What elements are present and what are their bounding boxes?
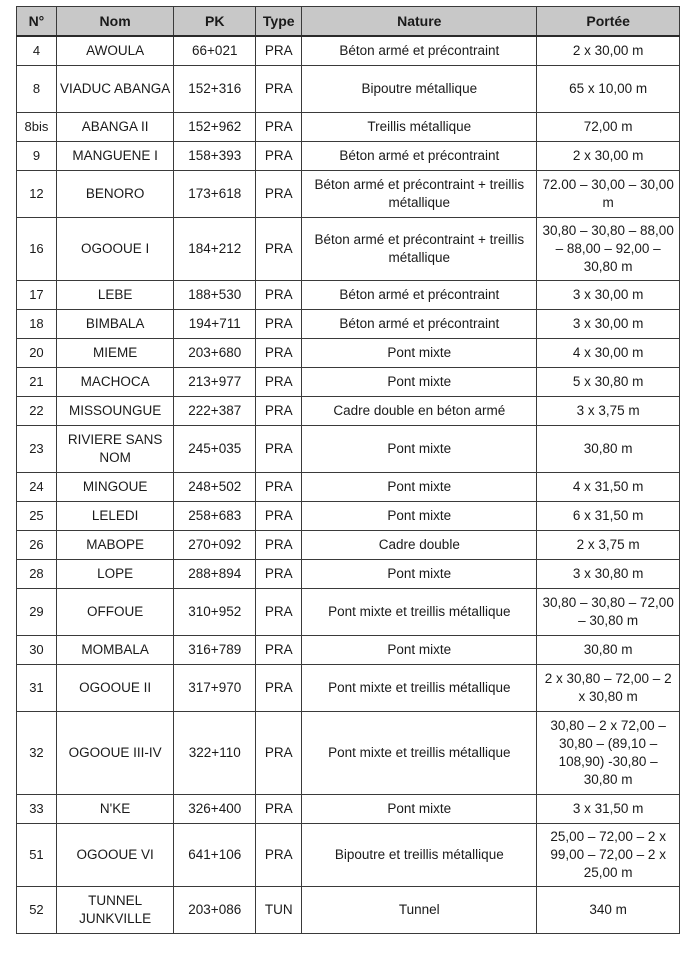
cell-nature: Béton armé et précontraint [302, 281, 537, 310]
cell-num: 52 [17, 887, 57, 934]
bridges-table [16, 6, 680, 934]
cell-pk: 188+530 [174, 281, 256, 310]
cell-pk: 322+110 [174, 712, 256, 795]
cell-type: PRA [256, 795, 302, 824]
cell-portee: 3 x 30,00 m [537, 310, 680, 339]
cell-type: PRA [256, 712, 302, 795]
cell-nature: Pont mixte [302, 795, 537, 824]
cell-type: PRA [256, 665, 302, 712]
cell-num: 8 [17, 66, 57, 113]
header-portee: Portée [537, 7, 680, 37]
table-row [17, 795, 680, 824]
table-row [17, 310, 680, 339]
table-row [17, 473, 680, 502]
cell-nature: Pont mixte [302, 636, 537, 665]
cell-type: PRA [256, 368, 302, 397]
cell-nom: OGOOUE II [56, 665, 173, 712]
table-row [17, 368, 680, 397]
cell-type: PRA [256, 502, 302, 531]
cell-pk: 245+035 [174, 426, 256, 473]
cell-portee: 30,80 – 30,80 – 88,00 – 88,00 – 92,00 – 30,80 m [537, 218, 680, 281]
cell-num: 32 [17, 712, 57, 795]
cell-num: 33 [17, 795, 57, 824]
table-row [17, 560, 680, 589]
table-row [17, 66, 680, 113]
cell-num: 12 [17, 171, 57, 218]
cell-portee: 3 x 30,80 m [537, 560, 680, 589]
header-pk: PK [174, 7, 256, 37]
table-row [17, 589, 680, 636]
cell-nature: Pont mixte et treillis métallique [302, 712, 537, 795]
cell-portee: 2 x 30,00 m [537, 36, 680, 66]
cell-pk: 317+970 [174, 665, 256, 712]
cell-nom: OGOOUE VI [56, 824, 173, 887]
cell-type: PRA [256, 113, 302, 142]
table-row [17, 397, 680, 426]
cell-nom: BIMBALA [56, 310, 173, 339]
cell-nature: Cadre double en béton armé [302, 397, 537, 426]
cell-nature: Pont mixte et treillis métallique [302, 665, 537, 712]
cell-num: 51 [17, 824, 57, 887]
cell-nom: LOPE [56, 560, 173, 589]
cell-nature: Treillis métallique [302, 113, 537, 142]
cell-portee: 4 x 31,50 m [537, 473, 680, 502]
cell-type: PRA [256, 824, 302, 887]
cell-portee: 30,80 m [537, 426, 680, 473]
table-row [17, 171, 680, 218]
cell-num: 31 [17, 665, 57, 712]
cell-nature: Bipoutre métallique [302, 66, 537, 113]
cell-nom: OGOOUE I [56, 218, 173, 281]
cell-portee: 65 x 10,00 m [537, 66, 680, 113]
cell-num: 4 [17, 36, 57, 66]
cell-nom: MOMBALA [56, 636, 173, 665]
cell-pk: 288+894 [174, 560, 256, 589]
cell-nom: OFFOUE [56, 589, 173, 636]
cell-portee: 6 x 31,50 m [537, 502, 680, 531]
header-row [17, 7, 680, 37]
cell-type: PRA [256, 281, 302, 310]
table-row [17, 339, 680, 368]
cell-portee: 2 x 30,80 – 72,00 – 2 x 30,80 m [537, 665, 680, 712]
cell-nature: Béton armé et précontraint [302, 310, 537, 339]
table-row [17, 426, 680, 473]
cell-nom: LELEDI [56, 502, 173, 531]
cell-type: PRA [256, 171, 302, 218]
cell-type: PRA [256, 66, 302, 113]
cell-portee: 5 x 30,80 m [537, 368, 680, 397]
cell-pk: 158+393 [174, 142, 256, 171]
header-type: Type [256, 7, 302, 37]
cell-nom: LEBE [56, 281, 173, 310]
cell-num: 23 [17, 426, 57, 473]
cell-num: 17 [17, 281, 57, 310]
cell-nom: TUNNEL JUNKVILLE [56, 887, 173, 934]
cell-nature: Pont mixte et treillis métallique [302, 589, 537, 636]
cell-num: 30 [17, 636, 57, 665]
cell-nom: MIEME [56, 339, 173, 368]
table-row [17, 636, 680, 665]
cell-nature: Béton armé et précontraint [302, 36, 537, 66]
cell-num: 26 [17, 531, 57, 560]
cell-type: PRA [256, 36, 302, 66]
cell-nature: Pont mixte [302, 560, 537, 589]
cell-nom: MISSOUNGUE [56, 397, 173, 426]
cell-pk: 152+316 [174, 66, 256, 113]
cell-nom: MINGOUE [56, 473, 173, 502]
cell-type: PRA [256, 473, 302, 502]
header-num: N° [17, 7, 57, 37]
cell-portee: 25,00 – 72,00 – 2 x 99,00 – 72,00 – 2 x 25,00 m [537, 824, 680, 887]
cell-nom: BENORO [56, 171, 173, 218]
cell-num: 25 [17, 502, 57, 531]
header-nom: Nom [56, 7, 173, 37]
table-row [17, 113, 680, 142]
table-row [17, 887, 680, 934]
cell-num: 22 [17, 397, 57, 426]
cell-portee: 2 x 3,75 m [537, 531, 680, 560]
cell-nom: AWOULA [56, 36, 173, 66]
table-row [17, 502, 680, 531]
cell-portee: 72.00 – 30,00 – 30,00 m [537, 171, 680, 218]
cell-nature: Bipoutre et treillis métallique [302, 824, 537, 887]
cell-pk: 326+400 [174, 795, 256, 824]
cell-num: 16 [17, 218, 57, 281]
cell-num: 21 [17, 368, 57, 397]
cell-portee: 4 x 30,00 m [537, 339, 680, 368]
cell-portee: 3 x 3,75 m [537, 397, 680, 426]
header-nature: Nature [302, 7, 537, 37]
table-body [17, 36, 680, 934]
cell-nature: Pont mixte [302, 502, 537, 531]
cell-type: PRA [256, 339, 302, 368]
cell-nom: N'KE [56, 795, 173, 824]
cell-pk: 173+618 [174, 171, 256, 218]
cell-portee: 72,00 m [537, 113, 680, 142]
cell-pk: 222+387 [174, 397, 256, 426]
cell-nature: Pont mixte [302, 368, 537, 397]
cell-nature: Béton armé et précontraint [302, 142, 537, 171]
cell-pk: 203+086 [174, 887, 256, 934]
table-row [17, 824, 680, 887]
cell-type: PRA [256, 560, 302, 589]
cell-type: PRA [256, 310, 302, 339]
table-row [17, 665, 680, 712]
cell-pk: 248+502 [174, 473, 256, 502]
cell-type: PRA [256, 636, 302, 665]
cell-num: 9 [17, 142, 57, 171]
cell-num: 20 [17, 339, 57, 368]
cell-pk: 66+021 [174, 36, 256, 66]
cell-pk: 270+092 [174, 531, 256, 560]
cell-portee: 30,80 – 2 x 72,00 – 30,80 – (89,10 – 108,90) -30,80 – 30,80 m [537, 712, 680, 795]
cell-num: 28 [17, 560, 57, 589]
table-row [17, 142, 680, 171]
cell-portee: 2 x 30,00 m [537, 142, 680, 171]
cell-nature: Pont mixte [302, 473, 537, 502]
cell-pk: 194+711 [174, 310, 256, 339]
cell-pk: 310+952 [174, 589, 256, 636]
table-row [17, 712, 680, 795]
cell-type: TUN [256, 887, 302, 934]
cell-pk: 184+212 [174, 218, 256, 281]
cell-nature: Cadre double [302, 531, 537, 560]
cell-nature: Pont mixte [302, 426, 537, 473]
cell-pk: 203+680 [174, 339, 256, 368]
cell-type: PRA [256, 218, 302, 281]
cell-portee: 3 x 31,50 m [537, 795, 680, 824]
cell-nom: MACHOCA [56, 368, 173, 397]
cell-nature: Béton armé et précontraint + treillis métallique [302, 171, 537, 218]
table-row [17, 531, 680, 560]
cell-type: PRA [256, 589, 302, 636]
cell-nature: Tunnel [302, 887, 537, 934]
cell-portee: 30,80 – 30,80 – 72,00 – 30,80 m [537, 589, 680, 636]
cell-type: PRA [256, 142, 302, 171]
cell-type: PRA [256, 426, 302, 473]
cell-pk: 641+106 [174, 824, 256, 887]
cell-type: PRA [256, 397, 302, 426]
cell-portee: 3 x 30,00 m [537, 281, 680, 310]
cell-pk: 316+789 [174, 636, 256, 665]
cell-num: 24 [17, 473, 57, 502]
cell-nature: Pont mixte [302, 339, 537, 368]
table-row [17, 281, 680, 310]
cell-nom: OGOOUE III-IV [56, 712, 173, 795]
cell-type: PRA [256, 531, 302, 560]
cell-portee: 340 m [537, 887, 680, 934]
table-row [17, 36, 680, 66]
cell-nom: RIVIERE SANS NOM [56, 426, 173, 473]
cell-num: 29 [17, 589, 57, 636]
cell-num: 8bis [17, 113, 57, 142]
cell-nom: MABOPE [56, 531, 173, 560]
cell-nature: Béton armé et précontraint + treillis métallique [302, 218, 537, 281]
cell-num: 18 [17, 310, 57, 339]
cell-portee: 30,80 m [537, 636, 680, 665]
cell-pk: 152+962 [174, 113, 256, 142]
cell-nom: VIADUC ABANGA [56, 66, 173, 113]
cell-pk: 213+977 [174, 368, 256, 397]
cell-nom: MANGUENE I [56, 142, 173, 171]
cell-pk: 258+683 [174, 502, 256, 531]
table-row [17, 218, 680, 281]
cell-nom: ABANGA II [56, 113, 173, 142]
